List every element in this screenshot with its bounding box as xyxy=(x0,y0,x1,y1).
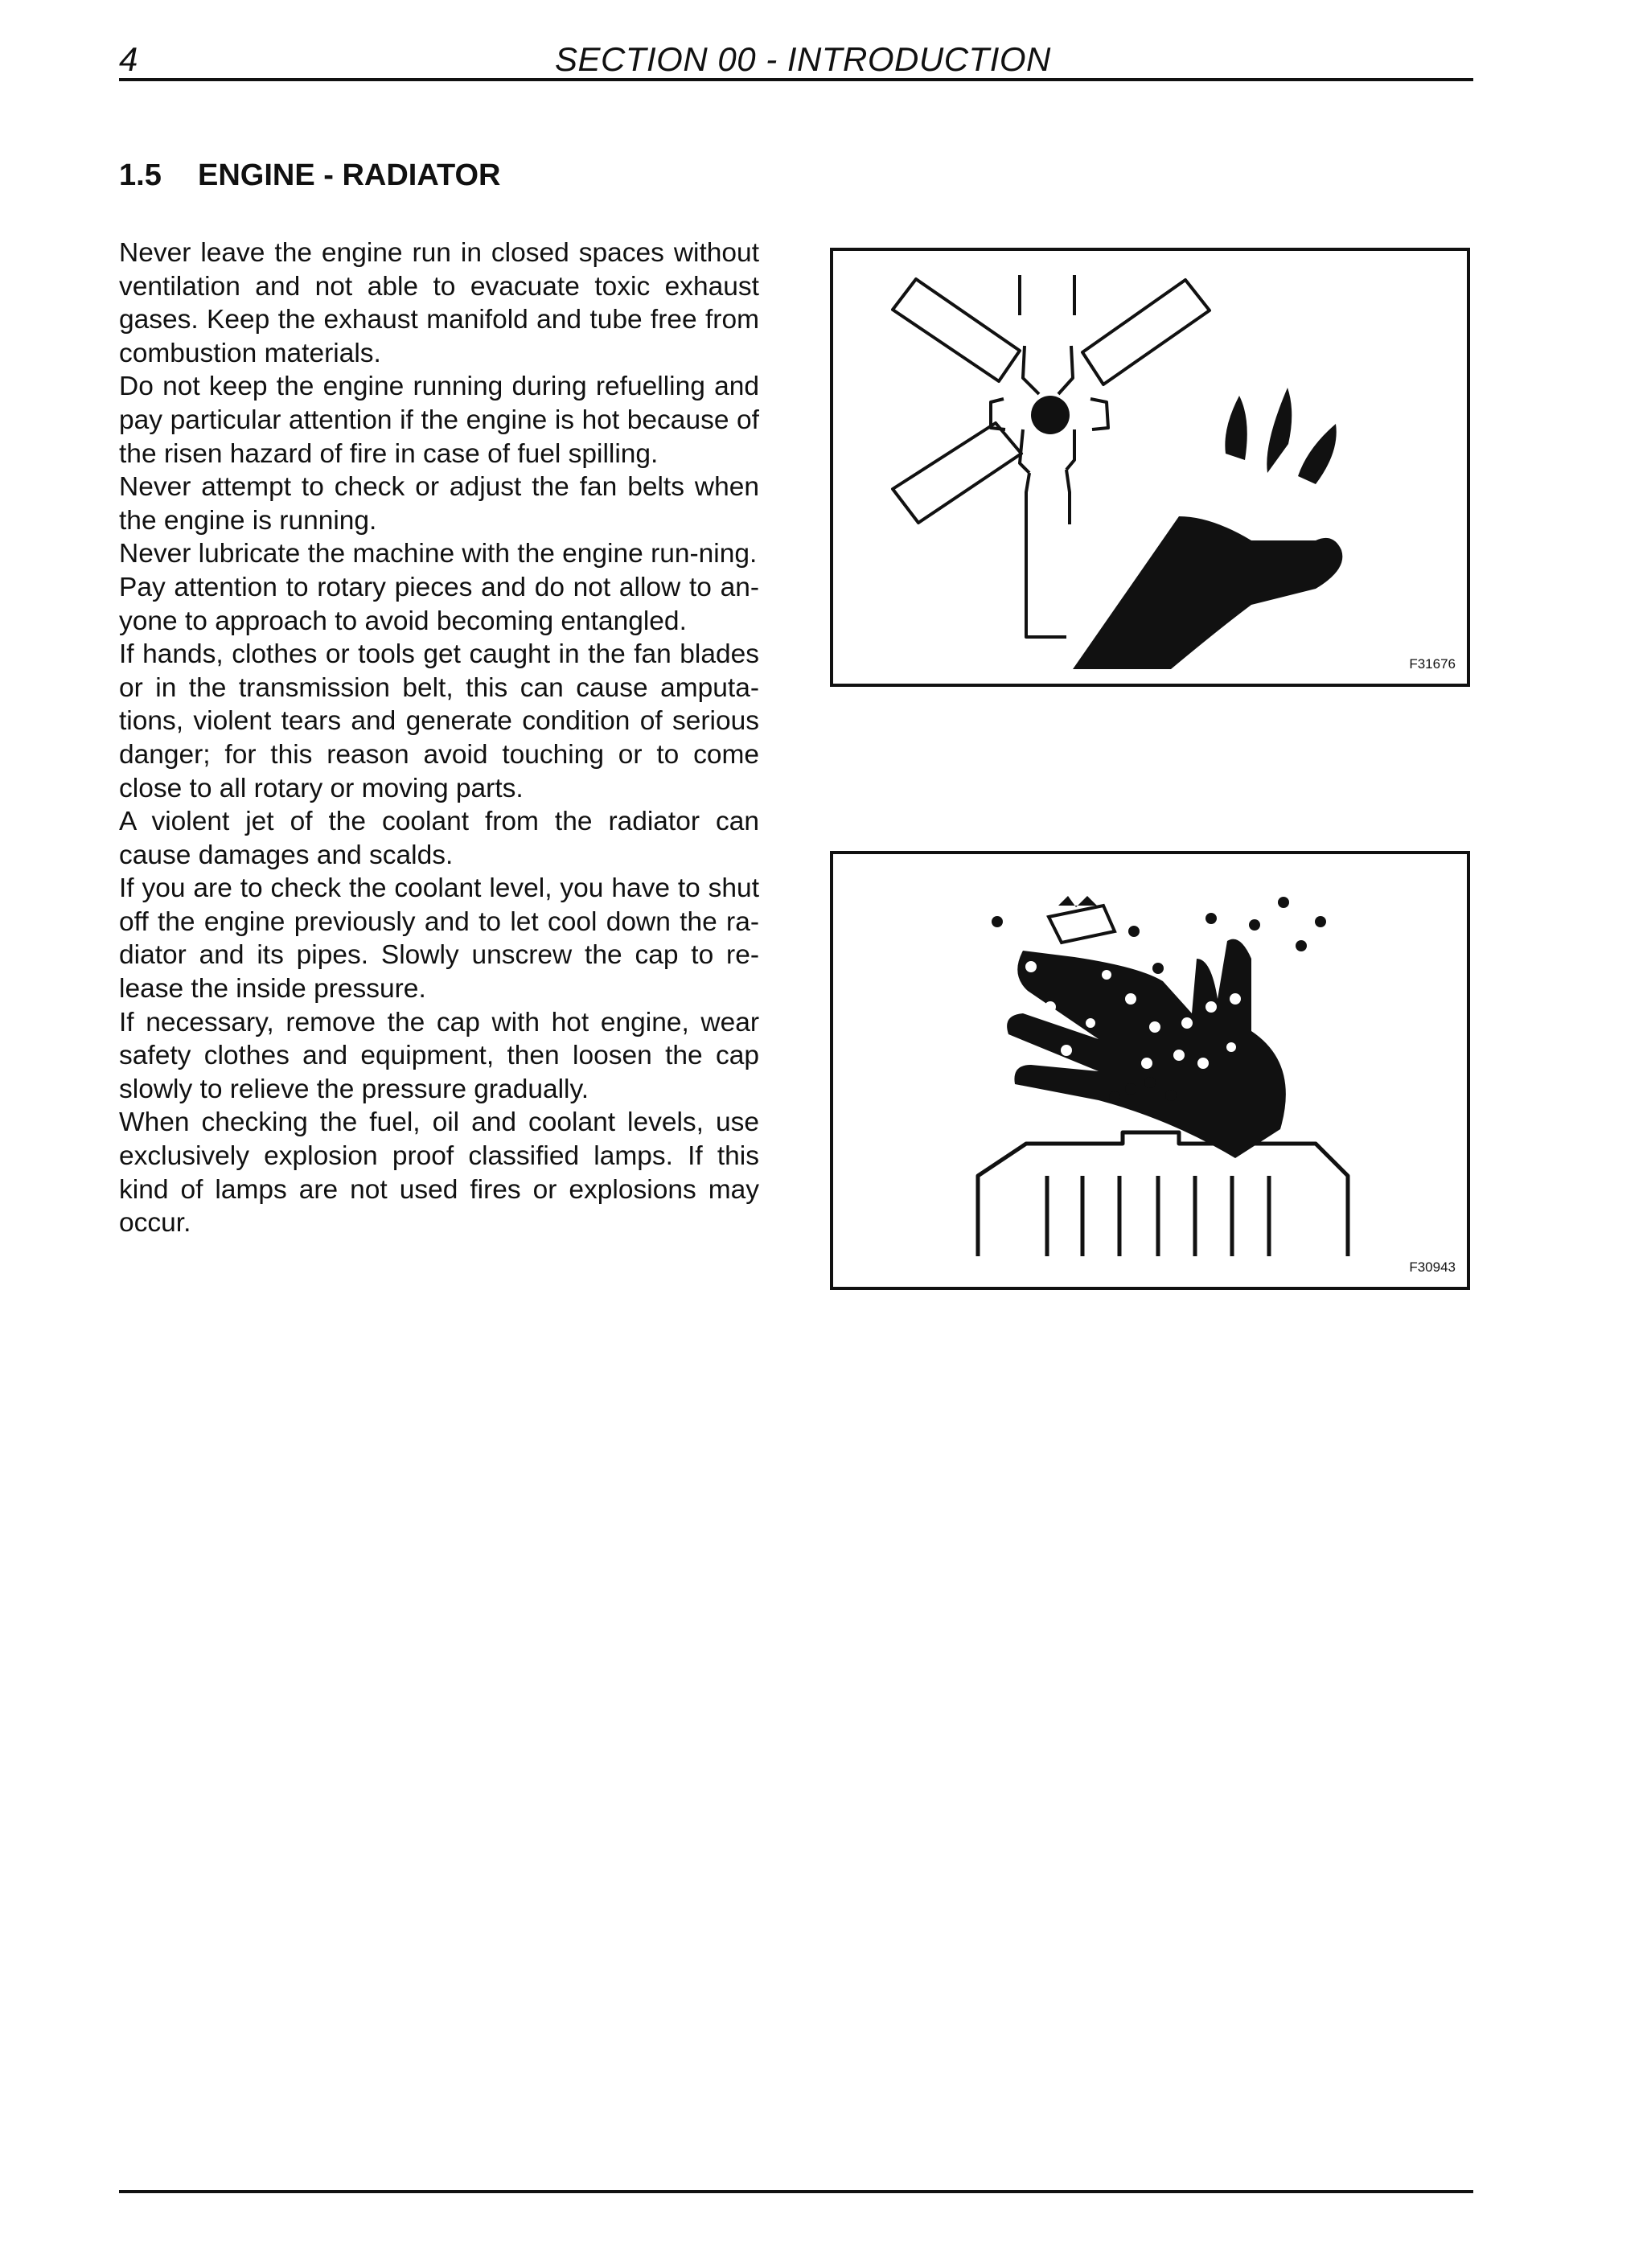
paragraph: If you are to check the coolant level, you have to shut off the engine previously and to let cool down the ra-diator and its pipes. Slowly unscrew the cap to re-lease the inside pressure. xyxy=(119,873,759,1005)
paragraph: Never attempt to check or adjust the fan belts when the engine is running. xyxy=(119,472,759,536)
paragraph: Do not keep the engine running during refuelling and pay particular attention if the engine is hot because of the risen hazard of fire in case of fuel spilling. xyxy=(119,372,759,469)
figure-code: F31676 xyxy=(1409,656,1456,672)
paragraph: If hands, clothes or tools get caught in the fan blades or in the transmission belt, this can cause amputa-tions, violent tears and generate condition of serious danger; for this reason avoid touching or to come close to all rotary or moving parts. xyxy=(119,639,759,803)
fan-hazard-figure xyxy=(830,248,1470,687)
footer-rule xyxy=(119,2190,1473,2193)
paragraph: Never lubricate the machine with the engine run-ning. xyxy=(119,539,758,569)
hot-coolant-scald-hazard-icon xyxy=(833,854,1467,1287)
header-rule xyxy=(119,78,1473,81)
figure-code: F30943 xyxy=(1409,1259,1456,1275)
paragraph: If necessary, remove the cap with hot engine, wear safety clothes and equipment, then loosen the cap slowly to relieve the pressure gradually. xyxy=(119,1007,759,1104)
body-text xyxy=(119,236,759,1240)
paragraph: A violent jet of the coolant from the radiator can cause damages and scalds. xyxy=(119,807,759,870)
section-title-text: ENGINE - RADIATOR xyxy=(198,158,501,192)
paragraph: Pay attention to rotary pieces and do not allow to an-yone to approach to avoid becoming entangled. xyxy=(119,572,759,636)
section-number: 1.5 xyxy=(119,158,162,192)
coolant-hazard-figure xyxy=(830,851,1470,1290)
section-title: SECTION 00 - INTRODUCTION xyxy=(555,40,1051,78)
paragraph: When checking the fuel, oil and coolant levels, use exclusively explosion proof classified lamps. If this kind of lamps are not used fires or explosions may occur. xyxy=(119,1107,759,1239)
page-number: 4 xyxy=(119,40,138,78)
rotating-fan-hand-hazard-icon xyxy=(833,251,1467,684)
paragraph: Never leave the engine run in closed spaces without ventilation and not able to evacuate toxic exhaust gases. Keep the exhaust manifold and tube free from combustion materials. xyxy=(119,238,759,368)
section-heading xyxy=(119,156,501,195)
